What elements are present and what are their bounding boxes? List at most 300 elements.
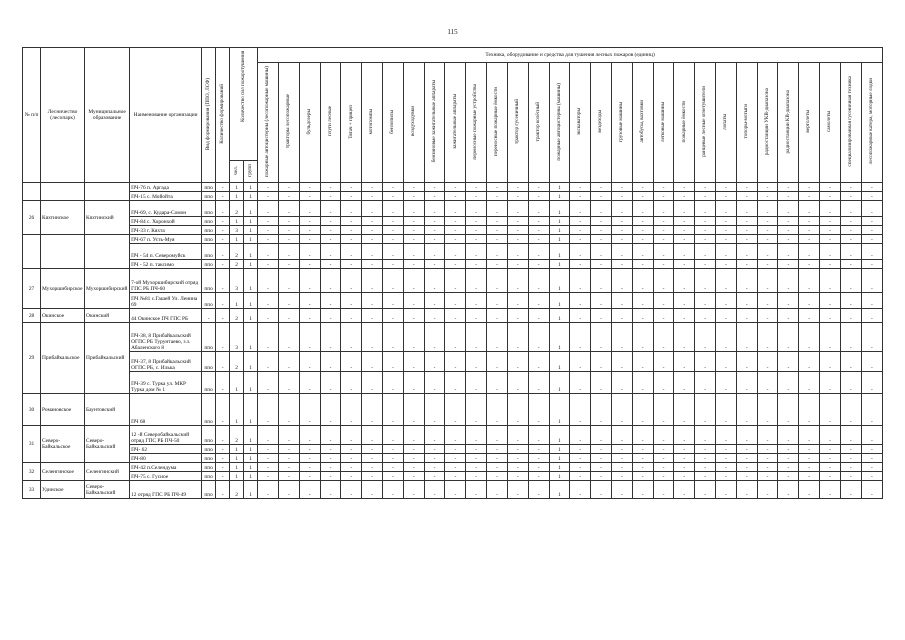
row-number xyxy=(23,183,41,201)
equipment-value: - xyxy=(611,426,632,445)
equipment-value: - xyxy=(445,201,466,217)
equipment-value: - xyxy=(778,269,799,293)
equipment-value: - xyxy=(466,454,487,463)
equipment-value: - xyxy=(320,183,341,192)
formations-count: - xyxy=(216,217,230,226)
equipment-value: - xyxy=(424,192,445,201)
equipment-value: - xyxy=(820,481,841,499)
equipment-value: - xyxy=(840,192,861,201)
equipment-value: - xyxy=(591,454,612,463)
equipment-value: - xyxy=(320,217,341,226)
equipment-value: - xyxy=(840,235,861,244)
equipment-value: - xyxy=(299,445,320,454)
equipment-value: - xyxy=(362,445,383,454)
equipment-value: - xyxy=(487,201,508,217)
equipment-value: - xyxy=(487,226,508,235)
equipment-value: - xyxy=(570,426,591,445)
staff-groups: 1 xyxy=(244,217,258,226)
col-header-equipment-0: пожарные автоцистерны (лесопожарные машины) xyxy=(258,63,279,183)
equipment-value: - xyxy=(611,269,632,293)
equipment-value: - xyxy=(736,472,757,481)
equipment-value: - xyxy=(403,201,424,217)
equipment-value: - xyxy=(716,201,737,217)
equipment-value: - xyxy=(611,244,632,260)
equipment-value: - xyxy=(799,269,820,293)
equipment-value: - xyxy=(507,293,528,309)
equipment-value: - xyxy=(341,269,362,293)
organization-name: ПЧ-80 xyxy=(130,454,202,463)
formation-type: ппо xyxy=(202,426,216,445)
equipment-value: - xyxy=(716,309,737,323)
equipment-value: - xyxy=(695,352,716,372)
equipment-value: - xyxy=(487,463,508,472)
equipment-value: - xyxy=(778,293,799,309)
equipment-value: - xyxy=(695,201,716,217)
formation-type: ппо xyxy=(202,217,216,226)
equipment-value: - xyxy=(507,445,528,454)
equipment-value: - xyxy=(445,309,466,323)
equipment-value: - xyxy=(757,192,778,201)
staff-groups: 1 xyxy=(244,309,258,323)
equipment-value: - xyxy=(840,454,861,463)
equipment-value: - xyxy=(591,260,612,269)
equipment-value: - xyxy=(362,472,383,481)
equipment-value: - xyxy=(403,183,424,192)
equipment-value: - xyxy=(320,244,341,260)
table-row xyxy=(23,269,883,293)
table-row xyxy=(23,445,883,454)
equipment-value: - xyxy=(403,463,424,472)
equipment-value: - xyxy=(820,445,841,454)
col-header-staff-groups: групп xyxy=(244,161,258,183)
equipment-value: - xyxy=(299,192,320,201)
formation-type: ппо xyxy=(202,372,216,394)
equipment-value: - xyxy=(341,372,362,394)
staff-groups: 1 xyxy=(244,426,258,445)
organization-name: 12 отряд ГПС РБ ПЧ-49 xyxy=(130,481,202,499)
equipment-value: - xyxy=(799,454,820,463)
equipment-value: - xyxy=(403,372,424,394)
equipment-value: - xyxy=(591,217,612,226)
equipment-value: - xyxy=(674,394,695,426)
staff-people: 2 xyxy=(230,244,244,260)
equipment-value: - xyxy=(674,260,695,269)
table-row xyxy=(23,323,883,352)
equipment-value: - xyxy=(507,309,528,323)
equipment-value: - xyxy=(674,463,695,472)
equipment-value: - xyxy=(653,183,674,192)
staff-people: 1 xyxy=(230,454,244,463)
equipment-value: - xyxy=(403,472,424,481)
equipment-value: - xyxy=(383,394,404,426)
equipment-value: - xyxy=(778,309,799,323)
equipment-value: 1 xyxy=(549,192,570,201)
equipment-value: - xyxy=(299,323,320,352)
equipment-value: - xyxy=(653,235,674,244)
equipment-value: - xyxy=(736,309,757,323)
equipment-value: - xyxy=(632,372,653,394)
col-header-equipment-12: трактор гусеничный xyxy=(507,63,528,183)
equipment-value: - xyxy=(299,352,320,372)
equipment-value: - xyxy=(861,269,882,293)
equipment-value: - xyxy=(466,426,487,445)
equipment-value: - xyxy=(320,201,341,217)
table-row xyxy=(23,217,883,226)
equipment-value: - xyxy=(653,445,674,454)
equipment-value: - xyxy=(757,472,778,481)
equipment-value: - xyxy=(383,426,404,445)
equipment-value: - xyxy=(278,217,299,226)
formation-type: ппо xyxy=(202,269,216,293)
col-header-equipment-3: плуги лесные xyxy=(320,63,341,183)
equipment-value: - xyxy=(258,235,279,244)
equipment-value: - xyxy=(383,481,404,499)
equipment-value: - xyxy=(299,372,320,394)
equipment-value: - xyxy=(258,394,279,426)
equipment-value: - xyxy=(570,481,591,499)
equipment-value: - xyxy=(695,217,716,226)
table-row xyxy=(23,293,883,309)
equipment-value: - xyxy=(466,445,487,454)
equipment-value: - xyxy=(528,481,549,499)
equipment-value: - xyxy=(632,352,653,372)
equipment-value: - xyxy=(799,426,820,445)
equipment-value: - xyxy=(403,426,424,445)
equipment-value: - xyxy=(466,235,487,244)
table-row xyxy=(23,244,883,260)
equipment-value: - xyxy=(320,323,341,352)
formations-count: - xyxy=(216,293,230,309)
staff-groups: 1 xyxy=(244,226,258,235)
equipment-value: - xyxy=(383,352,404,372)
equipment-value: - xyxy=(424,463,445,472)
equipment-value: - xyxy=(299,217,320,226)
equipment-value: - xyxy=(424,201,445,217)
organization-name: 12 -й Северобайкальский отряд ГПС РБ ПЧ-50 xyxy=(130,426,202,445)
equipment-value: 1 xyxy=(549,183,570,192)
equipment-value: - xyxy=(653,394,674,426)
formations-count: - xyxy=(216,260,230,269)
equipment-value: - xyxy=(591,426,612,445)
equipment-value: - xyxy=(362,260,383,269)
equipment-value: - xyxy=(299,472,320,481)
equipment-value: - xyxy=(653,201,674,217)
col-header-equipment-10: переносные пожарные устройства xyxy=(466,63,487,183)
equipment-value: - xyxy=(341,454,362,463)
equipment-value: - xyxy=(528,192,549,201)
forestry-name xyxy=(41,183,85,201)
equipment-value: - xyxy=(258,244,279,260)
equipment-value: - xyxy=(362,192,383,201)
row-number: 27 xyxy=(23,269,41,309)
equipment-value: - xyxy=(757,426,778,445)
equipment-value: - xyxy=(341,309,362,323)
col-header-equipment-15: экскаваторы xyxy=(570,63,591,183)
staff-groups: 1 xyxy=(244,463,258,472)
equipment-value: - xyxy=(611,217,632,226)
equipment-value: - xyxy=(278,293,299,309)
equipment-value: 1 xyxy=(549,426,570,445)
equipment-value: - xyxy=(861,293,882,309)
formations-count: - xyxy=(216,235,230,244)
equipment-value: - xyxy=(466,463,487,472)
municipality-name: Кяхтинский xyxy=(85,201,130,235)
equipment-value: - xyxy=(445,192,466,201)
equipment-value: - xyxy=(736,352,757,372)
equipment-value: - xyxy=(528,463,549,472)
equipment-value: - xyxy=(695,293,716,309)
equipment-value: - xyxy=(258,183,279,192)
equipment-value: - xyxy=(820,472,841,481)
equipment-value: - xyxy=(757,454,778,463)
equipment-value: - xyxy=(820,426,841,445)
equipment-value: - xyxy=(861,454,882,463)
equipment-value: - xyxy=(424,445,445,454)
equipment-value: - xyxy=(341,217,362,226)
equipment-value: - xyxy=(487,481,508,499)
equipment-value: - xyxy=(278,472,299,481)
staff-groups: 1 xyxy=(244,481,258,499)
equipment-value: - xyxy=(528,323,549,352)
col-header-organization: Наименование организации xyxy=(130,48,202,183)
equipment-value: - xyxy=(362,201,383,217)
equipment-value: - xyxy=(424,244,445,260)
equipment-value: - xyxy=(403,269,424,293)
organization-name: ПЧ-39 с. Турка ул. МКР Турка дом № 1 xyxy=(130,372,202,394)
organization-name: ПЧ-38, 8 Прибайкальский ОГПС РБ Турунтаево, з.з. Абаленского 8 xyxy=(130,323,202,352)
col-header-equipment-19: легковые машины xyxy=(653,63,674,183)
staff-people: 2 xyxy=(230,201,244,217)
equipment-value: 1 xyxy=(549,463,570,472)
organization-name: 7-ой Мухоршибирский отряд ГПС РБ ПЧ-60 xyxy=(130,269,202,293)
equipment-value: - xyxy=(507,260,528,269)
equipment-value: - xyxy=(320,472,341,481)
equipment-value: - xyxy=(632,481,653,499)
col-header-equipment-13: трактор колёсный xyxy=(528,63,549,183)
equipment-value: - xyxy=(757,269,778,293)
formations-count: - xyxy=(216,244,230,260)
equipment-value: - xyxy=(445,463,466,472)
equipment-value: - xyxy=(487,244,508,260)
equipment-value: - xyxy=(695,226,716,235)
equipment-value: - xyxy=(424,394,445,426)
equipment-value: - xyxy=(611,201,632,217)
equipment-value: - xyxy=(674,201,695,217)
equipment-value: - xyxy=(799,235,820,244)
equipment-value: - xyxy=(778,192,799,201)
equipment-value: - xyxy=(861,260,882,269)
equipment-value: - xyxy=(674,192,695,201)
equipment-value: - xyxy=(736,201,757,217)
equipment-value: - xyxy=(278,269,299,293)
equipment-value: - xyxy=(362,481,383,499)
organization-name: ПЧ-75 с. Гусиое xyxy=(130,472,202,481)
equipment-value: - xyxy=(861,244,882,260)
equipment-value: - xyxy=(362,269,383,293)
equipment-value: - xyxy=(736,481,757,499)
equipment-value: - xyxy=(507,183,528,192)
col-header-staff: Количество сил пожаротушения xyxy=(230,48,258,161)
equipment-value: - xyxy=(383,183,404,192)
row-number: 30 xyxy=(23,394,41,426)
equipment-value: - xyxy=(507,269,528,293)
equipment-value: - xyxy=(341,323,362,352)
equipment-value: - xyxy=(362,323,383,352)
equipment-value: - xyxy=(653,260,674,269)
equipment-value: - xyxy=(611,323,632,352)
equipment-value: 1 xyxy=(549,244,570,260)
equipment-value: 1 xyxy=(549,269,570,293)
equipment-value: - xyxy=(653,372,674,394)
equipment-value: - xyxy=(716,463,737,472)
equipment-value: - xyxy=(424,269,445,293)
equipment-value: - xyxy=(861,481,882,499)
col-header-equipment-11: переносные пожарные ёмкости xyxy=(487,63,508,183)
equipment-value: - xyxy=(528,372,549,394)
equipment-value: - xyxy=(757,352,778,372)
col-header-equipment-17: грузовые машины xyxy=(611,63,632,183)
equipment-value: - xyxy=(799,244,820,260)
equipment-value: - xyxy=(757,309,778,323)
equipment-value: - xyxy=(861,235,882,244)
equipment-value: - xyxy=(528,293,549,309)
equipment-value: - xyxy=(799,372,820,394)
equipment-value: - xyxy=(487,269,508,293)
equipment-value: - xyxy=(820,454,841,463)
equipment-value: - xyxy=(632,426,653,445)
equipment-value: - xyxy=(632,183,653,192)
staff-groups: 1 xyxy=(244,244,258,260)
equipment-value: - xyxy=(424,481,445,499)
formation-type: ппо xyxy=(202,323,216,352)
equipment-value: - xyxy=(778,183,799,192)
formation-type: ппо xyxy=(202,183,216,192)
equipment-value: - xyxy=(757,226,778,235)
col-header-equipment-16: вездеходы xyxy=(591,63,612,183)
equipment-value: - xyxy=(383,269,404,293)
col-header-equipment-29: лесопожарные катера, моторные лодки xyxy=(861,63,882,183)
table-row xyxy=(23,472,883,481)
equipment-value: - xyxy=(840,226,861,235)
equipment-value: - xyxy=(757,201,778,217)
equipment-value: - xyxy=(466,217,487,226)
table-row xyxy=(23,201,883,217)
equipment-value: - xyxy=(383,192,404,201)
equipment-value: - xyxy=(695,472,716,481)
equipment-value: - xyxy=(591,293,612,309)
equipment-value: - xyxy=(570,260,591,269)
formations-count: - xyxy=(216,183,230,192)
equipment-value: - xyxy=(570,244,591,260)
equipment-value: - xyxy=(611,192,632,201)
equipment-value: - xyxy=(778,260,799,269)
formations-count: - xyxy=(216,323,230,352)
equipment-value: - xyxy=(799,309,820,323)
equipment-value: - xyxy=(258,323,279,352)
formation-type: ппо xyxy=(202,454,216,463)
equipment-value: - xyxy=(695,394,716,426)
forestry-name: Удинское xyxy=(41,481,85,499)
equipment-value: - xyxy=(757,183,778,192)
equipment-value: - xyxy=(653,481,674,499)
equipment-value: - xyxy=(591,445,612,454)
equipment-value: - xyxy=(445,445,466,454)
equipment-value: - xyxy=(611,183,632,192)
equipment-value: - xyxy=(299,309,320,323)
equipment-value: - xyxy=(799,201,820,217)
equipment-value: - xyxy=(778,226,799,235)
equipment-value: - xyxy=(278,372,299,394)
equipment-value: - xyxy=(778,201,799,217)
table-row xyxy=(23,352,883,372)
organization-name: ПЧ-33 г. Кяхта xyxy=(130,226,202,235)
col-header-equipment-5: мотопомпы xyxy=(362,63,383,183)
equipment-value: - xyxy=(820,372,841,394)
equipment-value: - xyxy=(466,192,487,201)
equipment-value: - xyxy=(362,235,383,244)
equipment-value: - xyxy=(278,352,299,372)
equipment-value: - xyxy=(445,323,466,352)
equipment-value: - xyxy=(258,192,279,201)
equipment-value: - xyxy=(507,201,528,217)
formations-count: - xyxy=(216,192,230,201)
col-header-equipment-24: радиостанции УКВ-диапазона xyxy=(757,63,778,183)
equipment-value: - xyxy=(611,372,632,394)
equipment-value: - xyxy=(487,445,508,454)
equipment-value: - xyxy=(570,454,591,463)
equipment-value: - xyxy=(591,244,612,260)
equipment-value: - xyxy=(570,372,591,394)
equipment-value: - xyxy=(861,201,882,217)
equipment-value: - xyxy=(258,217,279,226)
equipment-value: - xyxy=(320,454,341,463)
equipment-value: - xyxy=(632,244,653,260)
equipment-value: - xyxy=(466,244,487,260)
equipment-value: - xyxy=(861,426,882,445)
staff-groups: 1 xyxy=(244,183,258,192)
formation-type: ппо xyxy=(202,192,216,201)
formations-count: - xyxy=(216,201,230,217)
equipment-value: - xyxy=(320,269,341,293)
formation-type: ппо xyxy=(202,463,216,472)
equipment-value: - xyxy=(424,293,445,309)
equipment-value: - xyxy=(736,445,757,454)
equipment-value: - xyxy=(466,260,487,269)
equipment-value: - xyxy=(736,454,757,463)
organization-name: 44 Окинское ПЧ ГПС РБ xyxy=(130,309,202,323)
col-header-equipment-8: бензиновые зажигательные аппараты xyxy=(424,63,445,183)
equipment-value: - xyxy=(716,260,737,269)
equipment-value: - xyxy=(820,235,841,244)
staff-groups: 1 xyxy=(244,192,258,201)
col-header-equipment-28: специализированная гусеничная техника xyxy=(840,63,861,183)
equipment-value: - xyxy=(674,226,695,235)
equipment-value: - xyxy=(445,394,466,426)
equipment-value: - xyxy=(445,226,466,235)
equipment-value: - xyxy=(424,352,445,372)
equipment-value: - xyxy=(591,472,612,481)
equipment-value: 1 xyxy=(549,201,570,217)
formations-count: - xyxy=(216,226,230,235)
staff-people: 2 xyxy=(230,309,244,323)
equipment-value: - xyxy=(507,244,528,260)
equipment-value: - xyxy=(487,394,508,426)
equipment-value: - xyxy=(611,235,632,244)
col-header-equipment-22: лопаты xyxy=(716,63,737,183)
col-header-equipment-6: бензопилы xyxy=(383,63,404,183)
equipment-value: - xyxy=(653,323,674,352)
equipment-value: - xyxy=(445,352,466,372)
